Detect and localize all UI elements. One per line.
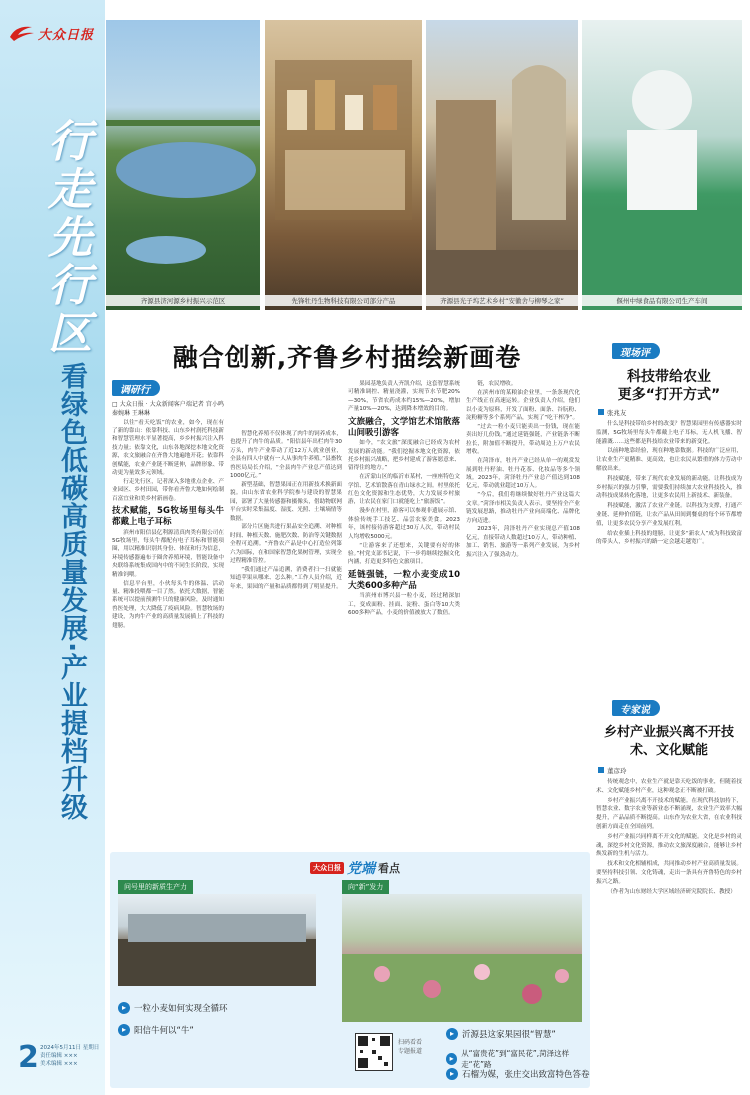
article-paragraph: 链，农民增收。 xyxy=(477,381,517,387)
page-meta xyxy=(40,1044,102,1068)
cattle-barn-illustration-icon xyxy=(118,894,316,986)
photo-village-lake xyxy=(106,20,260,310)
app-link-text: 阳信牛何以“牛” xyxy=(134,1026,194,1036)
link-bullet-icon: ▸ xyxy=(446,1068,458,1080)
lake-illustration-icon xyxy=(106,20,260,310)
section-tag-survey: 调研行 xyxy=(112,380,160,396)
article-paragraph: 新型基础，智慧果园正在用新技术换新面貌。由山东省农业科学院参与建设的智慧果园，部署了大量传感器和摄像头，借助物联网平台实时采集温度、湿度、光照、土壤墒情等数据。 xyxy=(230,481,342,522)
article-paragraph: 以往“看天吃饭”的农业，如今，现在有了新的靠山：依靠科技、山东乡村润托科技新和智慧管理水平显著提高，乡乡村振兴注入科技力量；依靠文化，山东各地深挖本地文化资源，农文旅融合在齐鲁大地遍地开花；依靠科创赋能，农业产业链不断延伸，品牌形象、带动更为量效多元领域。 xyxy=(112,419,224,476)
article-paragraph: 漫步在村里，游客可以参观非遗展示馆、体验传统手工技艺、品尝农家美食。2023年，该村接待游客超过30万人次，带动村民人均增收5000元。 xyxy=(348,508,460,540)
comment-paragraph: 给农业插上科技的翅膀，让更多“新农人”成为科技致富的带头人，乡村振兴的路一定会越走越宽广。 xyxy=(596,530,742,546)
app-link-text: 一粒小麦如何实现全循环 xyxy=(134,1004,228,1014)
product-shelf-illustration-icon xyxy=(265,20,422,310)
article-paragraph: 2023年，菏泽牡丹产业实现总产值108亿元，直接带动人数超过10万人，带动种植、加工、销售、旅游等一系列产业发展，为乡村振兴注入了强劲动力。 xyxy=(466,526,580,558)
link-bullet-icon: ▸ xyxy=(118,1024,130,1036)
article-byline: □ 大众日报 · 大众新闻客户端记者 宫小鸣 秦婉琳 王琳琳 xyxy=(112,401,224,417)
masthead xyxy=(8,22,96,44)
side-title-primary: 行走先行区 xyxy=(40,118,91,358)
comment-paragraph: 科技赋能，带来了现代农业发展的新动能。让科技成为乡村振兴的强力引擎，需要我们持续加大农业科技投入，推动科技成果转化落地，让更多农民用上新技术、新装备。 xyxy=(596,475,742,500)
page-number: 2 xyxy=(18,1040,39,1075)
app-badge: 大众日报 xyxy=(310,862,344,874)
page-meta-line: 美术编辑 ××× xyxy=(40,1061,78,1067)
expert-paragraph: 乡村产业振兴同样离不开文化的赋能。文化是乡村的灵魂，深挖乡村文化资源，推动农文旅深度融合，能够让乡村焕发新的生机与活力。 xyxy=(596,833,742,858)
expert-author-name: 董彦玲 xyxy=(607,767,627,775)
expert-paragraph: 技术和文化相辅相成，共同推动乡村产业高质量发展。要坚持科技引领、文化铸魂，走出一条具有齐鲁特色的乡村振兴之路。 xyxy=(596,861,742,885)
expert-body xyxy=(596,778,742,1083)
article-paragraph: 在菏泽市，牡丹产业已经从单一的观赏发展到牡丹籽油、牡丹花茶、化妆品等多个领域。2023年，菏泽牡丹产业总产值达到108亿元，带动就业超过10万人。 xyxy=(466,458,580,490)
article-column-4 xyxy=(466,380,580,844)
expert-paragraph: 传统观念中，农业生产就是靠天吃饭的事业，但随着技术、文化赋能乡村产业，这种观念正不断被打破。 xyxy=(596,779,742,794)
section-label-right: 向“新”发力 xyxy=(342,880,389,894)
app-title: 党端 xyxy=(347,861,375,877)
photo-caption: 齐源县光子坞艺术乡村“安徽舍与柳琴之家” xyxy=(426,295,578,306)
comment-body xyxy=(596,420,742,682)
article-column-2 xyxy=(230,430,342,844)
comment-paragraph: 科技赋能，激活了农业产业链。以科技为支撑，打通产业链、延伸价值链，让农产品从田间到餐桌的每个环节都增值，让更多农民分享产业发展红利。 xyxy=(596,503,742,527)
article-paragraph: “让游客来了还想来，关键要有好的体验。”村党支部书记说，下一步将继续挖掘文化内涵，打造更多特色文旅项目。 xyxy=(348,542,460,566)
article-paragraph: “过去一粒小麦只能卖出一份钱，现在能卖出好几份钱。”通过延链强链，产业链条不断拉长，附加值不断提升，带动周边上万户农民增收。 xyxy=(466,424,580,456)
section-tag-expert: 专家说 xyxy=(612,700,660,716)
author-marker-icon xyxy=(598,767,604,773)
comment-paragraph: 以前种地靠经验，现在种地靠数据。科技的广泛应用，让农业生产更精准、更高效，也让农民从繁重的体力劳动中解放出来。 xyxy=(596,448,742,472)
article-paragraph: “我们通过产品追溯，消费者扫一扫就能知道苹果从哪来、怎么种。”工作人员介绍，近年来，果园的产量和品质都得到了明显提升。 xyxy=(230,567,342,590)
comment-paragraph: 什么是科技带给乡村的改变？智慧果园里有传感器实时监测，5G牧场里每头牛都戴上电子耳标，无人机飞播、智能灌溉……这些都是科技给农业带来的新变化。 xyxy=(596,421,742,445)
page-meta-line: 责任编辑 ××× xyxy=(40,1053,78,1059)
link-bullet-icon: ▸ xyxy=(446,1053,457,1065)
masthead-name: 大众日报 xyxy=(38,27,95,43)
qr-code-icon xyxy=(356,1034,392,1070)
app-panel-title xyxy=(310,857,400,879)
expert-paragraph: 乡村产业振兴离不开技术的赋能。在现代科技加持下，智慧农业、数字农业等新业态不断涌现，农业生产效率大幅提升，产品品质不断提高。山东作为农业大省，在农业科技创新方面走在全国前列。 xyxy=(596,797,742,830)
link-bullet-icon: ▸ xyxy=(118,1002,130,1014)
thumbnail-peony-field[interactable] xyxy=(342,894,582,1022)
article-paragraph: 如今，“农文旅”深度融合已经成为农村发展的新动能。“我们挖掘本地文化资源，依托乡村振兴战略，把乡村建成了游客愿意来、留得住的地方。” xyxy=(348,440,460,472)
photo-peony-products xyxy=(265,20,422,310)
page-headline: 融合创新,齐鲁乡村描绘新画卷 xyxy=(172,343,522,372)
article-subhead: 技术赋能，5G牧场里每头牛都戴上电子耳标 xyxy=(112,506,224,528)
section-tag-comment: 现场评 xyxy=(612,343,660,359)
expert-paragraph: （作者为山东财经大学区域经济研究院院长、教授） xyxy=(607,888,736,895)
comment-title-line2: 更多“打开方式” xyxy=(617,387,721,403)
article-paragraph: 智慧化养殖不仅体现了肉牛的饲养成本，也提升了肉牛的品质。“阳信县年出栏肉牛30万头，肉牛产业带动了近12万人就业创业，全县有四人中就有一人从事肉牛养殖。”县畜牧兽医局局长介绍，“全县肉牛产业总产值达到1000亿元。” xyxy=(230,431,342,480)
article-paragraph: 行走先行区，记者深入多地重点企业、产业园区、乡村田园，带你看齐鲁大地如何绘制百富宜业和美乡村新画卷。 xyxy=(112,478,224,502)
qr-caption: 扫码看看 专题报道 xyxy=(398,1039,423,1055)
app-link-right-3[interactable] xyxy=(446,1068,590,1080)
photo-caption: 先锋牡丹生物科技有限公司部分产品 xyxy=(265,295,422,306)
qr-code[interactable] xyxy=(355,1033,393,1071)
app-link-right-1[interactable] xyxy=(446,1028,556,1040)
app-link-text: 石榴为媒，张庄交出致富特色答卷 xyxy=(462,1070,590,1080)
comment-author-name: 张兆友 xyxy=(607,409,627,417)
side-title-secondary: 看绿色低碳高质量发展·产业提档升级 xyxy=(56,362,87,822)
article-paragraph: 在沂蒙山区的临沂市某村，一座座特色文学馆、艺术馆散落在青山绿水之间。村里依托红色文化资源和生态优势，大力发展乡村旅游，让农民在家门口就能吃上“旅游饭”。 xyxy=(348,474,460,506)
expert-author xyxy=(598,766,627,775)
newspaper-logo-icon xyxy=(8,23,36,43)
section-label-left: 问号里的新质生产力 xyxy=(118,880,193,894)
app-link-text: 从“富贵花”到“富民花”,菏泽这样走“花”路 xyxy=(461,1049,570,1069)
app-link-left-1[interactable] xyxy=(118,1002,228,1014)
app-link-text: 沂源县这家果园很“智慧” xyxy=(462,1030,556,1040)
comment-title-line1: 科技带给农业 xyxy=(627,369,711,385)
article-paragraph: 当滨州市博兴县一粒小麦，经过精深加工，变成面粉、挂面、淀粉、蛋白等10大类600多种产品，小麦的价值被放大了数倍。 xyxy=(348,593,460,617)
photo-food-factory xyxy=(582,20,742,310)
expert-title: 乡村产业振兴离不开技术、文化赋能 xyxy=(603,725,734,758)
article-column-3 xyxy=(348,380,460,844)
photo-caption: 齐源县济河源乡村振兴示范区 xyxy=(106,295,260,306)
photo-caption: 偃州中绿食品有限公司生产车间 xyxy=(582,295,742,306)
photo-art-village xyxy=(426,20,578,310)
app-subtitle: 看点 xyxy=(378,862,400,875)
article-paragraph: 在滨州市的某粮油企业里，一条条现代化生产线正在高速运转。企业负责人介绍，他们以小麦为原料，开发了面粉、面条、谷朊粉、淀粉糖等多个系列产品，实现了“吃干榨净”。 xyxy=(466,389,580,422)
factory-worker-illustration-icon xyxy=(582,20,742,310)
flower-field-illustration-icon xyxy=(342,894,582,1022)
article-subhead: 延链强链，一粒小麦变成10大类600多种产品 xyxy=(348,569,460,591)
author-marker-icon xyxy=(598,409,604,415)
thumbnail-cattle-farm[interactable] xyxy=(118,894,316,986)
village-house-illustration-icon xyxy=(426,20,578,310)
article-paragraph: 滨州市阳信县亿利源清真肉类有限公司在5G牧场里，每头牛都配有电子耳标和智能项圈，用以精准识别其身份、体征和行为信息，环境传感器遍布于圈舍养殖环境，智能设备中央联络系统集成国内中的不同生长阶段，实现精准饲喂。 xyxy=(112,529,224,578)
app-link-right-2[interactable] xyxy=(446,1048,590,1070)
comment-author xyxy=(598,408,627,417)
article-subhead: 文旅融合，文学馆艺术馆散落山间吸引游客 xyxy=(348,416,460,438)
article-paragraph: 部分片区施共进行果品安全追溯、对种植时间、种植天数、施肥次数、防治等关键数据全程可追溯。“齐鲁农产品是中心打造位列第六为国际，在和国家智慧化果树管理，实现全过程精准管控。 xyxy=(230,524,342,565)
app-highlights-panel xyxy=(110,852,590,1088)
article-paragraph: 果园基地负责人齐凯介绍，这套智慧系统可精准调控、精量浇灌，实现节水节肥20%—30%，节省农药成本约15%—20%，增加产量10%—20%，达到降本增效的目的。 xyxy=(348,381,460,413)
link-bullet-icon: ▸ xyxy=(446,1028,458,1040)
page-meta-line: 2024年5月11日 星期日 xyxy=(40,1045,100,1051)
app-link-left-2[interactable] xyxy=(118,1024,194,1036)
article-paragraph: “今后，我们将继续做好牡丹产业这篇大文章。”菏泽市相关负责人表示，要坚持全产业链发展思路，推动牡丹产业向高端化、品牌化方向迈进。 xyxy=(466,492,580,524)
article-column-1 xyxy=(112,400,224,844)
article-paragraph: 信息平台里，小伙每头牛的体温、活动量、精准投喂都一目了然。依托大数据，智能系统可以提前预测牛只的健康风险，及时通知兽医处理，大大降低了疫病风险。智慧牧场的建设，为肉牛产业的高质量发展插上了科技的翅膀。 xyxy=(112,580,224,629)
